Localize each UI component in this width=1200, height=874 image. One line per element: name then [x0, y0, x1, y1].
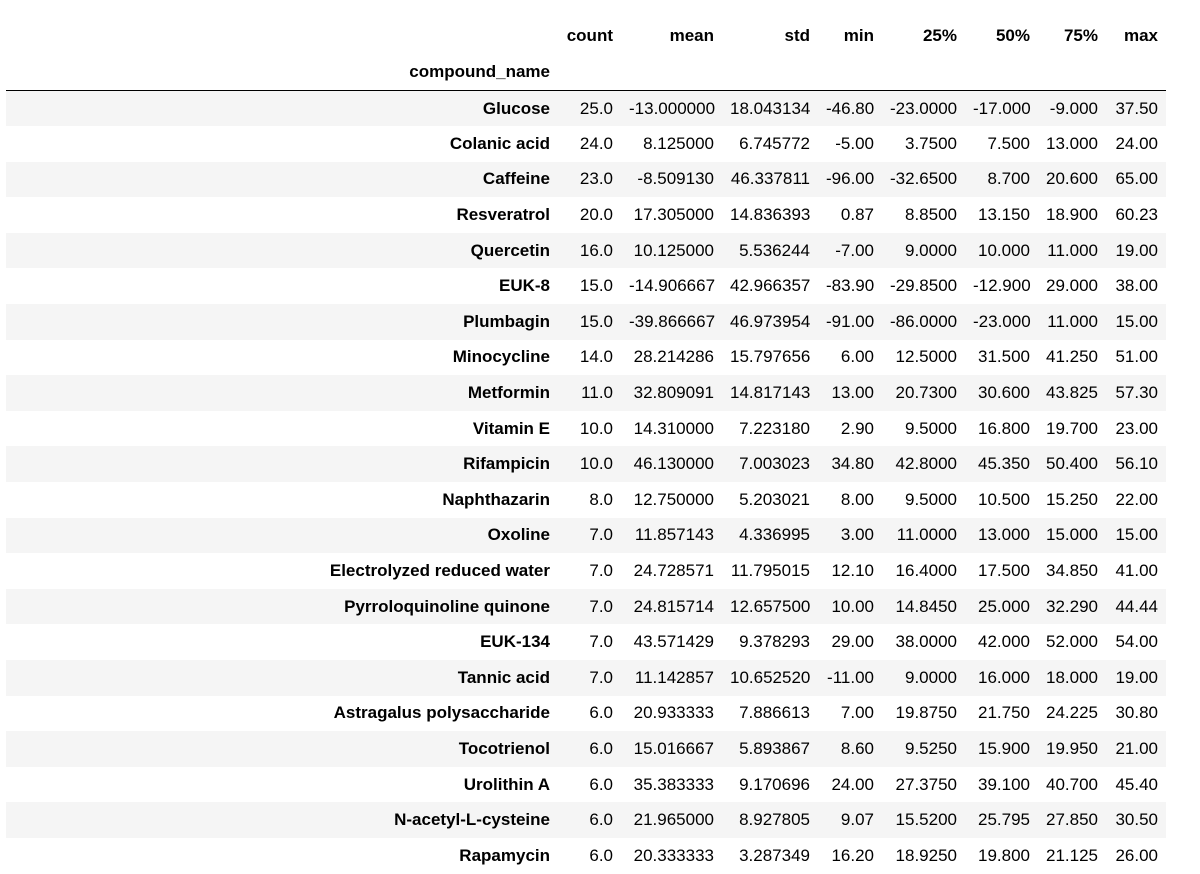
- table-cell: 38.0000: [895, 632, 957, 652]
- table-row: [6, 624, 1166, 660]
- table-cell: 19.8750: [895, 703, 957, 723]
- table-cell: 43.825: [1046, 383, 1098, 403]
- table-cell: -5.00: [835, 133, 874, 153]
- table-cell: 10.652520: [730, 667, 811, 687]
- row-index-label: Oxoline: [487, 525, 550, 545]
- table-cell: 14.0: [579, 347, 613, 367]
- table-cell: 20.0: [579, 205, 613, 225]
- table-cell: 14.817143: [730, 383, 811, 403]
- table-cell: 7.0: [589, 667, 613, 687]
- table-cell: 43.571429: [633, 632, 714, 652]
- table-row: [6, 197, 1166, 233]
- table-cell: 8.700: [987, 169, 1030, 189]
- table-cell: 44.44: [1115, 596, 1158, 616]
- table-cell: -14.906667: [629, 276, 716, 296]
- table-cell: -83.90: [826, 276, 875, 296]
- table-cell: 60.23: [1115, 205, 1158, 225]
- table-cell: 11.795015: [730, 561, 810, 581]
- table-cell: 16.4000: [895, 561, 957, 581]
- table-cell: 42.8000: [895, 454, 957, 474]
- row-index-label: N-acetyl-L-cysteine: [394, 810, 550, 830]
- table-cell: 16.0: [579, 240, 613, 260]
- table-cell: 20.333333: [633, 845, 714, 865]
- table-cell: 56.10: [1115, 454, 1158, 474]
- row-index-label: Electrolyzed reduced water: [329, 561, 550, 581]
- table-cell: -32.6500: [890, 169, 958, 189]
- row-index-label: Vitamin E: [472, 418, 550, 438]
- column-header-row: [6, 18, 1166, 54]
- table-cell: 21.125: [1046, 845, 1098, 865]
- table-cell: 19.950: [1046, 738, 1098, 758]
- table-cell: 37.50: [1115, 98, 1158, 118]
- table-cell: -23.0000: [890, 98, 958, 118]
- table-cell: 19.00: [1115, 240, 1158, 260]
- table-cell: 15.5200: [895, 810, 957, 830]
- column-header: std: [784, 26, 810, 45]
- table-cell: 17.500: [978, 561, 1030, 581]
- table-cell: 6.0: [589, 738, 613, 758]
- table-cell: 6.0: [589, 845, 613, 865]
- table-cell: 13.000: [1046, 133, 1098, 153]
- table-cell: 15.000: [1046, 525, 1098, 545]
- table-cell: 18.000: [1046, 667, 1098, 687]
- table-cell: 20.7300: [895, 383, 957, 403]
- table-cell: -8.509130: [637, 169, 714, 189]
- table-cell: 15.250: [1046, 489, 1098, 509]
- row-index-label: Rifampicin: [463, 454, 550, 474]
- column-header: 25%: [922, 26, 957, 45]
- table-cell: 8.60: [840, 738, 874, 758]
- table-cell: 24.00: [831, 774, 874, 794]
- column-header: mean: [669, 26, 714, 45]
- table-cell: 12.5000: [895, 347, 957, 367]
- row-index-label: Glucose: [482, 98, 550, 118]
- table-cell: 8.125000: [643, 133, 714, 153]
- row-index-label: Colanic acid: [449, 133, 550, 153]
- table-row: [6, 233, 1166, 269]
- table-cell: 15.0: [579, 311, 613, 331]
- table-header: [6, 18, 1166, 91]
- table-cell: 7.00: [840, 703, 874, 723]
- table-cell: 14.310000: [633, 418, 714, 438]
- table-cell: 22.00: [1115, 489, 1158, 509]
- table-cell: 5.203021: [739, 489, 810, 509]
- column-header: min: [843, 26, 874, 45]
- table-cell: 30.600: [978, 383, 1030, 403]
- table-cell: 24.728571: [633, 561, 714, 581]
- table-cell: 24.815714: [633, 596, 714, 616]
- table-cell: 4.336995: [739, 525, 810, 545]
- table-cell: 38.00: [1115, 276, 1158, 296]
- table-cell: 26.00: [1115, 845, 1158, 865]
- table-cell: 46.973954: [730, 311, 811, 331]
- table-row: [6, 268, 1166, 304]
- table-cell: 9.0000: [905, 240, 957, 260]
- table-cell: 29.00: [831, 632, 874, 652]
- header-blank-cell: [6, 18, 558, 54]
- table-row: [6, 91, 1166, 127]
- table-cell: 50.400: [1046, 454, 1098, 474]
- table-cell: 57.30: [1115, 383, 1158, 403]
- table-cell: 14.8450: [895, 596, 957, 616]
- table-row: [6, 446, 1166, 482]
- table-cell: 18.9250: [895, 845, 957, 865]
- table-row: [6, 411, 1166, 447]
- table-cell: 34.850: [1046, 561, 1098, 581]
- table-cell: -91.00: [826, 311, 875, 331]
- table-cell: 7.0: [589, 596, 613, 616]
- table-cell: 10.0: [579, 454, 613, 474]
- table-row: [6, 375, 1166, 411]
- row-index-label: EUK-8: [498, 276, 550, 296]
- table-cell: 8.0: [589, 489, 613, 509]
- table-cell: 29.000: [1046, 276, 1098, 296]
- table-cell: 12.750000: [633, 489, 714, 509]
- table-cell: 6.745772: [739, 133, 810, 153]
- column-header: max: [1123, 26, 1158, 45]
- table-cell: 20.600: [1046, 169, 1098, 189]
- row-index-label: Quercetin: [470, 240, 550, 260]
- table-cell: 10.000: [978, 240, 1030, 260]
- table-cell: 8.00: [840, 489, 874, 509]
- table-cell: 19.00: [1115, 667, 1158, 687]
- table-cell: 11.000: [1047, 311, 1098, 331]
- table-cell: 51.00: [1115, 347, 1158, 367]
- row-index-label: Minocycline: [452, 347, 550, 367]
- table-cell: 52.000: [1046, 632, 1098, 652]
- dataframe-container: [6, 18, 1166, 874]
- table-cell: 15.00: [1115, 525, 1158, 545]
- table-cell: 5.893867: [739, 738, 810, 758]
- table-cell: 3.287349: [739, 845, 810, 865]
- table-cell: 17.305000: [633, 205, 714, 225]
- table-row: [6, 660, 1166, 696]
- table-cell: 19.700: [1046, 418, 1098, 438]
- row-index-label: Rapamycin: [459, 845, 550, 865]
- table-cell: 12.10: [831, 561, 874, 581]
- table-cell: 3.00: [840, 525, 874, 545]
- table-cell: 21.00: [1115, 738, 1158, 758]
- table-cell: 15.900: [978, 738, 1030, 758]
- table-cell: 16.20: [831, 845, 874, 865]
- table-cell: 32.290: [1046, 596, 1098, 616]
- table-cell: 25.000: [978, 596, 1030, 616]
- table-cell: 11.000: [1047, 240, 1098, 260]
- row-index-label: Urolithin A: [463, 774, 550, 794]
- table-cell: 27.850: [1046, 810, 1098, 830]
- column-header: 75%: [1063, 26, 1098, 45]
- table-cell: 15.797656: [730, 347, 811, 367]
- table-row: [6, 518, 1166, 554]
- table-cell: 21.750: [978, 703, 1030, 723]
- table-cell: 6.0: [589, 774, 613, 794]
- table-cell: 28.214286: [633, 347, 714, 367]
- table-cell: 24.0: [579, 133, 613, 153]
- table-cell: -29.8500: [890, 276, 958, 296]
- table-body: [6, 91, 1166, 874]
- table-cell: 8.8500: [905, 205, 957, 225]
- table-row: [6, 589, 1166, 625]
- table-cell: 25.795: [978, 810, 1030, 830]
- table-cell: 41.00: [1115, 561, 1158, 581]
- table-cell: 10.00: [831, 596, 874, 616]
- table-cell: 31.500: [978, 347, 1030, 367]
- row-index-label: Astragalus polysaccharide: [333, 703, 550, 723]
- table-cell: 35.383333: [633, 774, 714, 794]
- table-cell: 11.142857: [634, 667, 714, 687]
- table-cell: 15.00: [1115, 311, 1158, 331]
- table-cell: 23.0: [579, 169, 613, 189]
- table-cell: 19.800: [978, 845, 1030, 865]
- table-cell: 7.0: [589, 525, 613, 545]
- table-cell: 14.836393: [730, 205, 811, 225]
- table-cell: 5.536244: [739, 240, 810, 260]
- index-name-header: compound_name: [409, 62, 550, 81]
- table-cell: -11.00: [827, 667, 874, 687]
- table-cell: 6.0: [589, 810, 613, 830]
- column-header: count: [566, 26, 613, 45]
- table-cell: -23.000: [973, 311, 1031, 331]
- table-cell: 15.0: [579, 276, 613, 296]
- table-cell: 45.40: [1115, 774, 1158, 794]
- table-cell: 9.170696: [739, 774, 810, 794]
- table-cell: 27.3750: [895, 774, 957, 794]
- table-cell: 45.350: [978, 454, 1030, 474]
- table-cell: 40.700: [1046, 774, 1098, 794]
- table-cell: 6.0: [589, 703, 613, 723]
- table-cell: -96.00: [826, 169, 875, 189]
- table-cell: 11.857143: [634, 525, 714, 545]
- table-cell: 24.225: [1046, 703, 1098, 723]
- table-cell: 54.00: [1115, 632, 1158, 652]
- table-cell: 10.0: [579, 418, 613, 438]
- row-index-label: Plumbagin: [463, 311, 550, 331]
- table-cell: 16.000: [978, 667, 1030, 687]
- table-cell: 7.223180: [739, 418, 810, 438]
- table-cell: 30.80: [1115, 703, 1158, 723]
- table-cell: -13.000000: [629, 98, 716, 118]
- table-cell: 23.00: [1115, 418, 1158, 438]
- table-row: [6, 802, 1166, 838]
- table-cell: 3.7500: [905, 133, 957, 153]
- table-cell: -86.0000: [890, 311, 958, 331]
- index-name-row: [6, 54, 1166, 91]
- table-cell: -39.866667: [629, 311, 716, 331]
- table-cell: 0.87: [840, 205, 874, 225]
- table-row: [6, 162, 1166, 198]
- row-index-label: Tannic acid: [457, 667, 550, 687]
- table-cell: 21.965000: [633, 810, 714, 830]
- table-cell: 9.5000: [905, 489, 957, 509]
- table-cell: 16.800: [978, 418, 1030, 438]
- table-cell: 9.5250: [905, 738, 957, 758]
- table-row: [6, 731, 1166, 767]
- table-cell: 39.100: [978, 774, 1030, 794]
- table-cell: 11.0: [581, 383, 613, 403]
- table-cell: 7.003023: [739, 454, 810, 474]
- table-row: [6, 340, 1166, 376]
- table-cell: 13.00: [831, 383, 874, 403]
- table-row: [6, 482, 1166, 518]
- table-cell: 18.900: [1046, 205, 1098, 225]
- table-cell: 7.500: [987, 133, 1030, 153]
- table-cell: 20.933333: [633, 703, 714, 723]
- table-cell: -46.80: [826, 98, 875, 118]
- table-cell: 46.130000: [633, 454, 714, 474]
- table-cell: 12.657500: [730, 596, 811, 616]
- table-cell: 15.016667: [633, 738, 714, 758]
- row-index-label: Caffeine: [482, 169, 550, 189]
- table-cell: -9.000: [1049, 98, 1098, 118]
- table-cell: 13.000: [978, 525, 1030, 545]
- table-row: [6, 838, 1166, 874]
- table-cell: 9.0000: [905, 667, 957, 687]
- table-cell: 7.886613: [739, 703, 810, 723]
- table-cell: 46.337811: [730, 169, 810, 189]
- table-cell: -17.000: [973, 98, 1031, 118]
- row-index-label: EUK-134: [480, 632, 550, 652]
- table-cell: 41.250: [1046, 347, 1098, 367]
- table-cell: -7.00: [835, 240, 874, 260]
- table-cell: 10.500: [978, 489, 1030, 509]
- table-cell: -12.900: [973, 276, 1031, 296]
- table-cell: 8.927805: [739, 810, 810, 830]
- table-cell: 42.966357: [730, 276, 811, 296]
- row-index-label: Tocotrienol: [458, 738, 550, 758]
- table-row: [6, 126, 1166, 162]
- table-cell: 25.0: [579, 98, 613, 118]
- table-cell: 32.809091: [633, 383, 714, 403]
- table-cell: 9.378293: [739, 632, 810, 652]
- table-row: [6, 767, 1166, 803]
- table-cell: 24.00: [1115, 133, 1158, 153]
- table-cell: 42.000: [978, 632, 1030, 652]
- describe-table: [6, 18, 1166, 874]
- table-cell: 6.00: [840, 347, 874, 367]
- row-index-label: Metformin: [467, 383, 550, 403]
- table-cell: 18.043134: [730, 98, 811, 118]
- row-index-label: Resveratrol: [456, 205, 550, 225]
- table-row: [6, 553, 1166, 589]
- table-cell: 13.150: [978, 205, 1030, 225]
- table-cell: 7.0: [589, 561, 613, 581]
- table-row: [6, 304, 1166, 340]
- row-index-label: Naphthazarin: [442, 489, 550, 509]
- table-cell: 7.0: [589, 632, 613, 652]
- row-index-label: Pyrroloquinoline quinone: [344, 596, 550, 616]
- table-cell: 65.00: [1115, 169, 1158, 189]
- table-cell: 34.80: [831, 454, 874, 474]
- table-cell: 30.50: [1115, 810, 1158, 830]
- table-cell: 9.5000: [905, 418, 957, 438]
- column-header: 50%: [995, 26, 1030, 45]
- table-cell: 11.0000: [896, 525, 957, 545]
- table-cell: 9.07: [840, 810, 874, 830]
- table-cell: 2.90: [840, 418, 874, 438]
- table-cell: 10.125000: [633, 240, 714, 260]
- table-row: [6, 696, 1166, 732]
